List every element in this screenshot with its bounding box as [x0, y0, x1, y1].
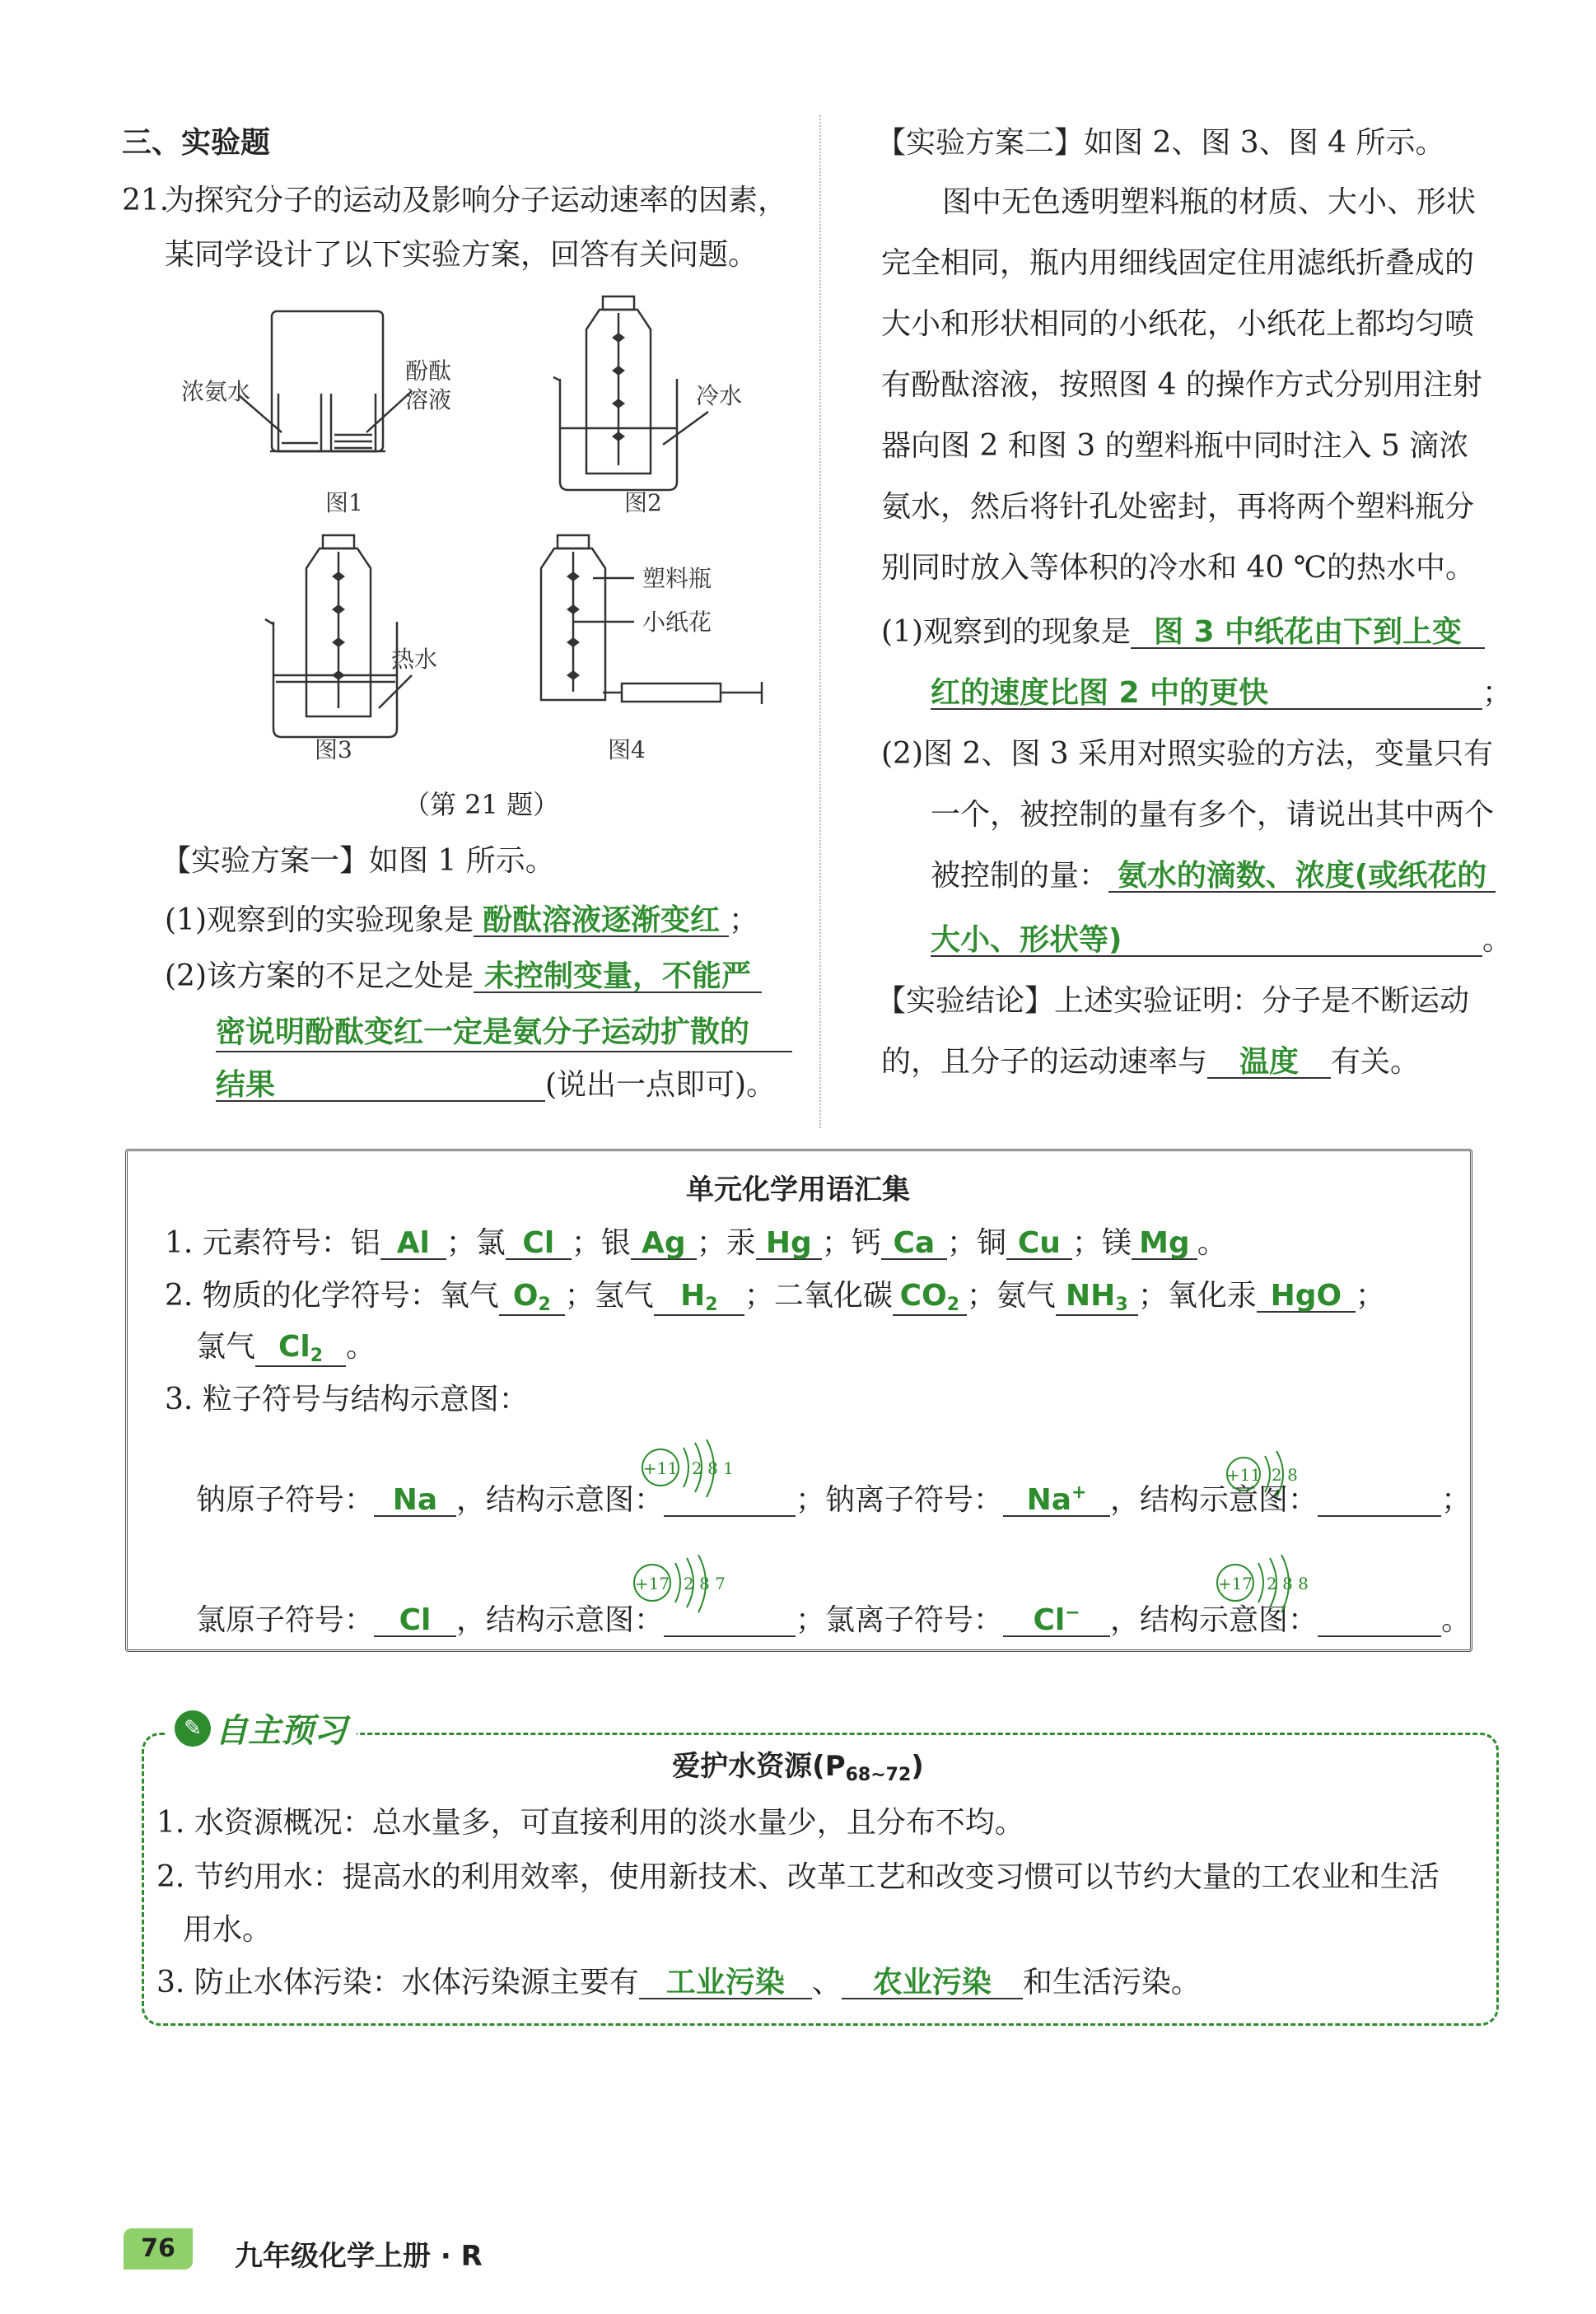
hydrogen-formula	[654, 1281, 744, 1316]
co2-formula	[893, 1281, 967, 1316]
na-atom-label: 钠原子符号：	[196, 1483, 375, 1517]
plan2-title: 【实验方案二】如图 2、图 3、图 4 所示。	[876, 126, 1445, 160]
plan2-q1-line2	[931, 676, 1513, 710]
h2-main: H	[680, 1279, 706, 1313]
summary-line-2	[165, 1281, 1385, 1316]
summary-line-3: 3. 粒子符号与结构示意图：	[165, 1383, 529, 1416]
na-ion-structure-label: ，结构示意图：	[1110, 1483, 1318, 1517]
cold-water-label: 冷水	[696, 382, 743, 409]
pollution-answer-2: 农业污染	[842, 1968, 1023, 1999]
cl-ion-structure-label: ，结构示意图：	[1110, 1603, 1318, 1637]
nh3-formula	[1056, 1281, 1138, 1316]
plan2-para-3: 大小和形状相同的小纸花，小纸花上都均匀喷	[881, 307, 1475, 341]
na-structure-label: ，结构示意图：	[456, 1483, 665, 1517]
nh3-sub: 3	[1115, 1295, 1128, 1315]
copper-symbol: Cu	[1006, 1229, 1072, 1260]
na-ion-charge: +	[1071, 1482, 1087, 1503]
plan1-q2-answer-2: 密说明酚酞变红一定是氨分子运动扩散的	[216, 1015, 750, 1049]
silver-symbol: Ag	[631, 1229, 697, 1260]
figure-2-label: 图2	[624, 489, 662, 516]
plan2-q1-suffix: ；	[1482, 676, 1513, 710]
cl-atom-symbol: Cl	[374, 1606, 456, 1637]
preview-title-end: )	[911, 1750, 924, 1783]
conclusion-answer: 温度	[1207, 1047, 1331, 1079]
plan2-q1-prefix: (1)观察到的现象是	[881, 615, 1131, 649]
na-atom-shells: 2 8 1	[692, 1458, 734, 1478]
plan1-q1-prefix: (1)观察到的实验现象是	[165, 903, 474, 937]
elements-prefix: 1. 元素符号：铝	[165, 1226, 380, 1260]
cl-ion-main: Cl	[1033, 1603, 1066, 1637]
plan1-q1-answer: 酚酞溶液逐渐变红	[474, 906, 729, 937]
cl-atom-nucleus: +17	[634, 1574, 670, 1593]
plan2-para-2: 完全相同，瓶内用细线固定住用滤纸折叠成的	[881, 246, 1475, 280]
substances-prefix: 2. 物质的化学符号：氧气	[165, 1279, 499, 1313]
calcium-symbol: Ca	[881, 1229, 947, 1260]
cl-ion-nucleus: +17	[1217, 1574, 1253, 1593]
item3-prefix: 3. 防止水体污染：水体污染源主要有	[156, 1966, 639, 1999]
cl-atom-label: 氯原子符号：	[196, 1603, 375, 1637]
plan2-q2-answer-2: 大小、形状等)	[931, 926, 1482, 957]
hgo-formula: HgO	[1257, 1281, 1356, 1313]
aluminum-symbol: Al	[380, 1229, 446, 1260]
plan2-para-4: 有酚酞溶液，按照图 4 的操作方式分别用注射	[881, 368, 1482, 402]
preview-title	[0, 1752, 1596, 1784]
plan2-conclusion-2	[881, 1047, 1420, 1079]
question-text-line1: 为探究分子的运动及影响分子运动速率的因素，	[165, 184, 788, 217]
plan1-q2-suffix: (说出一点即可)。	[545, 1068, 777, 1102]
item3-suffix: 和生活污染。	[1022, 1966, 1201, 1999]
bottle-label: 塑料瓶	[642, 565, 712, 592]
mercury-label: ；汞	[696, 1226, 756, 1260]
copper-label: ；铜	[946, 1226, 1006, 1260]
oxygen-formula	[499, 1281, 565, 1316]
plan2-q2-line2: 一个，被控制的量有多个，请说出其中两个	[931, 798, 1495, 832]
phenolphthalein-label-2: 溶液	[405, 386, 452, 413]
figure-1-label: 图1	[325, 489, 363, 516]
summary-line-1	[165, 1226, 1227, 1260]
cl-structure-label: ，结构示意图：	[456, 1603, 665, 1637]
na-ion-blank	[1318, 1486, 1441, 1517]
section-title: 三、实验题	[122, 126, 271, 160]
preview-title-main: 爱护水资源(P	[672, 1750, 846, 1783]
line2-end: ；	[1355, 1279, 1385, 1313]
item3-separator: 、	[811, 1966, 842, 1999]
page-number: 76	[124, 2228, 193, 2270]
cl-ion-shells: 2 8 8	[1267, 1574, 1309, 1593]
flower-label: 小纸花	[642, 609, 712, 636]
question-number: 21.	[122, 184, 170, 217]
plan2-q2-answer-1: 氨水的滴数、浓度(或纸花的	[1108, 861, 1496, 893]
summary-line-2b	[196, 1332, 376, 1367]
co2-label: ；二氧化碳	[744, 1279, 893, 1313]
phenolphthalein-label-1: 酚酞	[405, 357, 452, 385]
plan2-conclusion-1: 【实验结论】上述实验证明：分子是不断运动	[876, 984, 1470, 1018]
book-title: 九年级化学上册 · R	[235, 2240, 483, 2273]
cl-atom-diagram	[626, 1555, 749, 1621]
conclusion-text: 的，且分子的运动速率与	[881, 1045, 1208, 1079]
pollution-answer-1: 工业污染	[639, 1968, 812, 1999]
lightbulb-icon: ✎	[175, 1710, 211, 1747]
nh3-label: ；氨气	[966, 1279, 1056, 1313]
summary-title: 单元化学用语汇集	[686, 1173, 910, 1206]
na-atom-diagram	[634, 1439, 758, 1505]
preview-title-pages: 68~72	[845, 1765, 912, 1785]
co2-main: CO	[899, 1279, 947, 1313]
plan2-q2-prefix: 被控制的量：	[931, 859, 1109, 893]
na-atom-symbol: Na	[374, 1486, 456, 1517]
na-ion-nucleus: +11	[1225, 1465, 1262, 1485]
mercury-symbol: Hg	[756, 1229, 822, 1260]
magnesium-label: ；镁	[1071, 1226, 1132, 1260]
plan1-q2-line3	[216, 1068, 777, 1102]
na-ion-label: ；钠离子符号：	[796, 1483, 1004, 1517]
plan2-q1	[881, 615, 1485, 649]
hgo-label: ；氧化汞	[1137, 1279, 1257, 1313]
figure-3-apparatus	[265, 535, 412, 737]
cl-atom-shells: 2 8 7	[684, 1574, 726, 1593]
plan1-title: 【实验方案一】如图 1 所示。	[161, 844, 555, 878]
magnesium-symbol: Mg	[1132, 1229, 1197, 1260]
plan2-q2-line3	[931, 861, 1496, 893]
cl-ion-blank	[1318, 1606, 1441, 1637]
silver-label: ；银	[571, 1226, 631, 1260]
figure-2-apparatus	[553, 296, 708, 490]
chlorine-label: ；氯	[446, 1226, 506, 1260]
nh3-main: NH	[1066, 1279, 1116, 1313]
ammonia-label: 浓氨水	[181, 378, 251, 405]
cl2-formula	[255, 1332, 346, 1367]
plan2-q1-answer-1: 图 3 中纸花由下到上变	[1131, 618, 1485, 649]
h2-sub: 2	[705, 1295, 718, 1315]
column-divider	[819, 115, 821, 1128]
chlorine-symbol: Cl	[506, 1229, 572, 1260]
na-ion-main: Na	[1026, 1483, 1072, 1517]
figure-4-label: 图4	[608, 736, 646, 763]
hot-water-label: 热水	[391, 646, 438, 673]
co2-sub: 2	[946, 1295, 959, 1315]
figure-3-label: 图3	[315, 736, 352, 763]
row1-end: ；	[1441, 1483, 1472, 1517]
plan2-q2-suffix: 。	[1482, 923, 1513, 957]
plan1-q1	[165, 903, 759, 937]
na-ion-diagram	[1217, 1448, 1324, 1505]
hydrogen-label: ；氢气	[564, 1279, 654, 1313]
plan2-q2-line4	[931, 923, 1513, 957]
figure-1-apparatus	[239, 311, 412, 451]
plan2-para-1: 图中无色透明塑料瓶的材质、大小、形状	[942, 185, 1477, 219]
calcium-label: ；钙	[821, 1226, 881, 1260]
answer-underline	[216, 1051, 792, 1052]
o2-main: O	[512, 1279, 539, 1313]
cl2-label: 氯气	[196, 1330, 256, 1364]
preview-item-3	[156, 1968, 1201, 1999]
question-text-line2: 某同学设计了以下实验方案，回答有关问题。	[165, 238, 758, 272]
na-atom-nucleus: +11	[642, 1458, 679, 1478]
plan2-para-7: 别同时放入等体积的冷水和 40 ℃的热水中。	[881, 551, 1475, 585]
conclusion-end: 有关。	[1331, 1045, 1421, 1079]
plan1-q2	[165, 959, 762, 993]
plan1-q1-suffix: ；	[729, 903, 759, 937]
plan2-para-5: 器向图 2 和图 3 的塑料瓶中同时注入 5 滴浓	[881, 429, 1469, 463]
na-ion-symbol	[1003, 1484, 1110, 1517]
plan1-q2-answer-3: 结果	[216, 1071, 545, 1102]
row2-end: 。	[1441, 1603, 1472, 1637]
cl-ion-symbol	[1003, 1604, 1110, 1637]
cl-ion-diagram	[1209, 1555, 1332, 1621]
o2-sub: 2	[538, 1295, 551, 1315]
line1-end: 。	[1197, 1226, 1227, 1260]
plan2-q1-answer-2: 红的速度比图 2 中的更快	[931, 679, 1482, 710]
line2b-end: 。	[346, 1330, 376, 1364]
preview-banner-text: 自主预习	[215, 1712, 348, 1750]
cl-ion-label: ；氯离子符号：	[796, 1603, 1004, 1637]
figure-caption: （第 21 题）	[404, 789, 560, 820]
experiment-figure	[173, 288, 782, 766]
preview-item-1: 1. 水资源概况：总水量多，可直接利用的淡水量少，且分布不均。	[156, 1806, 1024, 1840]
na-ion-shells: 2 8	[1272, 1465, 1298, 1485]
cl-ion-charge: −	[1065, 1603, 1080, 1623]
preview-item-2-line1: 2. 节约用水：提高水的利用效率，使用新技术、改革工艺和改变习惯可以节约大量的工农业和生活	[156, 1860, 1440, 1894]
plan1-q2-answer-1: 未控制变量，不能严	[474, 962, 762, 993]
plan2-para-6: 氨水，然后将针孔处密封，再将两个塑料瓶分	[881, 490, 1475, 524]
preview-banner	[165, 1705, 357, 1752]
cl2-main: Cl	[278, 1330, 310, 1364]
plan2-q2-line1: (2)图 2、图 3 采用对照实验的方法，变量只有	[881, 737, 1494, 771]
plan1-q2-prefix: (2)该方案的不足之处是	[165, 959, 474, 993]
preview-item-2-line2: 用水。	[183, 1913, 273, 1947]
cl2-sub: 2	[310, 1346, 324, 1366]
